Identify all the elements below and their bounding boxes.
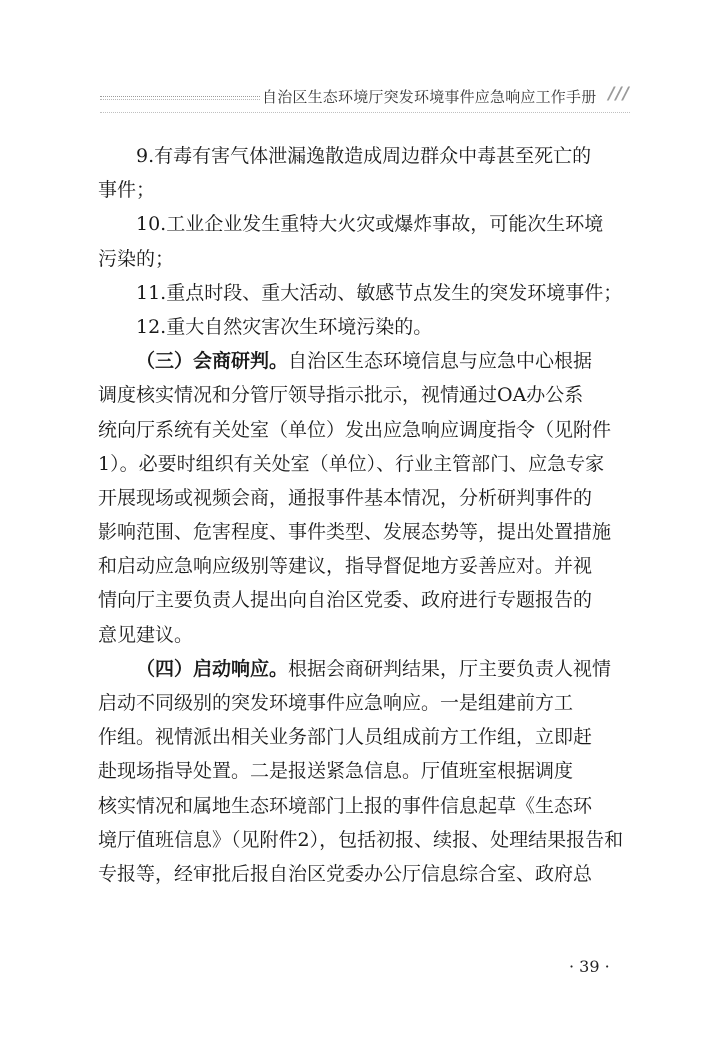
text-line: 专报等，经审批后报自治区党委办公厅信息综合室、政府总 — [98, 862, 593, 885]
text-line: 作组。视情派出相关业务部门人员组成前方工作组，立即赶 — [98, 726, 593, 749]
text-run: 自治区生态环境信息与应急中心根据 — [288, 350, 593, 373]
text-line: 影响范围、危害程度、事件类型、发展态势等，提出处置措施 — [98, 521, 612, 544]
header-dotted-rule — [100, 96, 260, 97]
text-line: 统向厅系统有关处室（单位）发出应急响应调度指令（见附件 — [98, 418, 612, 441]
text-line: 10.工业企业发生重特大火灾或爆炸事故，可能次生环境 — [136, 213, 604, 236]
text-line: 赴现场指导处置。二是报送紧急信息。厅值班室根据调度 — [98, 760, 574, 783]
text-line: 1）。必要时组织有关处室（单位）、行业主管部门、应急专家 — [98, 452, 605, 475]
text-line: 境厅值班信息》（见附件2），包括初报、续报、处理结果报告和 — [98, 828, 624, 851]
header-slash-decoration: /// — [608, 84, 630, 104]
section-3-first-line — [98, 344, 636, 378]
text-line: 11.重点时段、重大活动、敏感节点发生的突发环境事件； — [136, 281, 623, 304]
text-line: 污染的； — [98, 247, 175, 270]
text-line: 情向厅主要负责人提出向自治区党委、政府进行专题报告的 — [98, 589, 593, 612]
running-header — [100, 86, 630, 110]
header-dotted-rule-lower — [100, 99, 260, 100]
header-title: 自治区生态环境厅突发环境事件应急响应工作手册 — [262, 88, 597, 106]
text-line: 意见建议。 — [98, 623, 194, 646]
section-heading-3: （三）会商研判。 — [136, 350, 289, 373]
text-line: 12.重大自然灾害次生环境污染的。 — [136, 315, 433, 338]
text-line: 核实情况和属地生态环境部门上报的事件信息起草《生态环 — [98, 794, 593, 817]
page-body — [98, 139, 636, 891]
text-run: 根据会商研判结果，厅主要负责人视情 — [288, 657, 612, 680]
text-line: 和启动应急响应级别等建议，指导督促地方妥善应对。并视 — [98, 555, 593, 578]
section-heading-4: （四）启动响应。 — [136, 657, 289, 680]
text-line: 事件； — [98, 179, 156, 202]
text-line: 启动不同级别的突发环境事件应急响应。一是组建前方工 — [98, 692, 574, 714]
text-line: 调度核实情况和分管厅领导指示批示，视情通过OA办公系 — [98, 384, 584, 407]
text-line: 开展现场或视频会商，通报事件基本情况，分析研判事件的 — [98, 486, 593, 509]
section-4-first-line — [98, 652, 636, 686]
page-number: · 39 · — [569, 957, 610, 976]
text-line: 9.有毒有害气体泄漏逸散造成周边群众中毒甚至死亡的 — [136, 145, 592, 167]
header-bottom-rule — [100, 112, 630, 113]
